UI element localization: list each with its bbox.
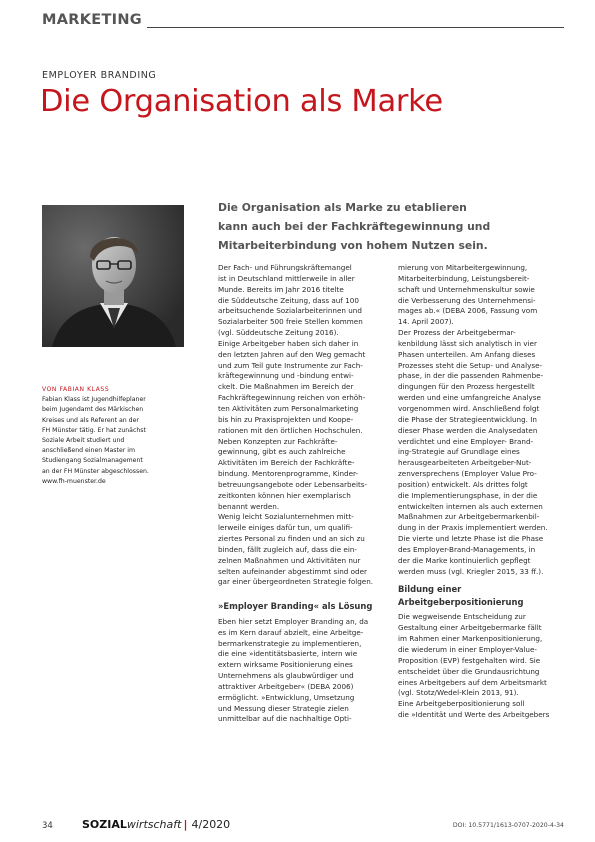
text-line: benannt werden. [218, 501, 280, 511]
text-line: die wiederum in einer Employer-Value- [398, 645, 537, 654]
text-line: position) entwickelt. Als drittes folgt [398, 479, 528, 489]
text-line: Fachkräftegewinnung reichen von erhöh- [218, 393, 366, 403]
text-line: zenversprechens (Employer Value Pro- [398, 469, 537, 479]
text-line: binden, fällt zugleich auf, dass die ein- [218, 544, 357, 554]
page-footer [42, 818, 564, 834]
lead-line: Mitarbeiterbindung von hohem Nutzen sein. [218, 239, 488, 252]
text-line: ziertes Personal zu finden und an sich zu [218, 534, 365, 544]
subheading-line: Arbeitgeberpositionierung [398, 596, 524, 607]
text-line: ing-Strategie auf Grundlage eines [398, 447, 520, 457]
text-line: bindung. Mentorenprogramme, Kinder- [218, 469, 359, 479]
text-line: verdichtet und eine Employer- Brand- [398, 436, 534, 446]
text-line: Eben hier setzt Employer Branding an, da [218, 616, 369, 626]
author-bio-line: Kreises und als Referent an der [42, 416, 139, 424]
paragraph [398, 612, 566, 699]
author-bio-line: Fabian Klass ist Jugendhilfeplaner [42, 396, 146, 404]
issue-number: 4/2020 [191, 818, 231, 831]
text-line: Der Fach- und Führungskräftemangel [218, 263, 352, 272]
paragraph [218, 512, 386, 588]
doi: DOI: 10.5771/1613-0707-2020-4-34 [452, 822, 564, 829]
text-line: Sozialarbeiter 500 freie Stellen kommen [218, 317, 363, 327]
author-bio-line: Studiengang Sozialmanagement [42, 457, 143, 465]
text-line: mierung von Mitarbeitergewinnung, [398, 263, 528, 272]
text-line: ermöglicht. »Entwicklung, Umsetzung [218, 692, 355, 702]
text-line: entwickelten internen als auch externen [398, 501, 543, 511]
section-title: MARKETING [42, 12, 142, 28]
page-number: 34 [42, 821, 53, 831]
text-line: dieser Phase werden die Analysedaten [398, 425, 538, 435]
subheading-line: Bildung einer [398, 584, 462, 595]
text-line: kenbildung lässt sich analytisch in vier [398, 338, 537, 348]
text-line: und Messung dieser Strategie zielen [218, 703, 349, 713]
author-bio-line: an der FH Münster abgeschlossen. [42, 467, 149, 475]
text-line: Der Prozess der Arbeitgebermar- [398, 328, 516, 338]
text-line: zelnen Maßnahmen und Aktivitäten nur [218, 555, 361, 565]
text-line: werden muss (vgl. Kriegler 2015, 33 ff.). [398, 566, 544, 576]
text-line: werden und eine umfangreiche Analyse [398, 393, 541, 403]
text-line: schaft und Unternehmenskultur sowie [398, 284, 535, 294]
text-line: Phasen unterteilen. Am Anfang dieses [398, 349, 536, 359]
text-line: im Rahmen einer Markenpositionierung, [398, 634, 543, 644]
author-name: VON FABIAN KLASS [42, 386, 110, 393]
author-portrait [42, 205, 184, 347]
text-line: die Verbesserung des Unternehmensi- [398, 295, 536, 305]
issue-separator: | [183, 818, 188, 831]
text-line: es im Kern darauf abzielt, eine Arbeitge- [218, 627, 364, 637]
author-website-link[interactable]: www.fh-muenster.de [42, 477, 106, 485]
section-header [42, 10, 564, 32]
paragraph [218, 437, 386, 513]
text-line: gar einer übergeordneten Strategie folgen. [218, 577, 374, 587]
text-line: (vgl. Stotz/Wedel-Klein 2013, 91). [398, 688, 519, 698]
paragraph [398, 328, 566, 577]
text-line: arbeitsuchende Sozialarbeiterinnen und [218, 306, 362, 316]
text-line: unmittelbar auf die nachhaltige Opti- [218, 714, 352, 724]
paragraph [218, 617, 386, 725]
text-line: Die wegweisende Entscheidung zur [398, 612, 526, 622]
text-line: Prozesses steht die Setup- und Analyse- [398, 360, 543, 370]
magazine-name [82, 818, 230, 831]
text-line: Wenig leicht Sozialunternehmen mitt- [218, 512, 354, 522]
text-line: Mitarbeiterbindung, Leistungsbereit- [398, 273, 530, 283]
text-line: den letzten Jahren auf den Weg gemacht [218, 349, 366, 359]
text-line: kräftegewinnung und -bindung entwi- [218, 371, 354, 381]
text-line: Eine Arbeitgeberpositionierung soll [398, 699, 525, 709]
text-line: vorgenommen wird. Anschließend folgt [398, 403, 540, 413]
paragraph [398, 699, 566, 721]
text-line: Neben Konzepten zur Fachkräfte- [218, 436, 338, 446]
text-line: gewinnung, gibt es auch zahlreiche [218, 447, 346, 457]
body-column-1 [218, 263, 386, 725]
text-line: Einige Arbeitgeber haben sich daher in [218, 338, 359, 348]
text-line: die Phase der Strategieentwicklung. In [398, 414, 537, 424]
text-line: herausgearbeiteten Arbeitgeber-Nut- [398, 458, 532, 468]
text-line: Aktivitäten im Bereich der Fachkräfte- [218, 458, 355, 468]
paragraph [218, 263, 386, 339]
text-line: dingungen für den Prozess hergestellt [398, 382, 535, 392]
text-line: rationen mit den örtlichen Hochschulen. [218, 425, 363, 435]
paragraph [218, 339, 386, 437]
text-line: bis hin zu Praxisprojekten und Koope- [218, 414, 354, 424]
text-line: lerweile einiges dafür tun, um qualifi- [218, 523, 353, 533]
text-line: die eine »identitätsbasierte, intern wie [218, 649, 358, 659]
text-line: der die Marke kontinuierlich gepflegt [398, 555, 531, 565]
author-bio-line: FH Münster tätig. Er hat zunächst [42, 426, 146, 434]
text-line: ten Aktivitäten zum Personalmarketing [218, 403, 359, 413]
text-line: die Implementierungsphase, in der die [398, 490, 538, 500]
text-line: Unternehmens als glaubwürdiger und [218, 671, 354, 681]
subheading-arbeitgeberpositionierung [398, 583, 566, 608]
text-line: attraktiver Arbeitgeber« (DEBA 2006) [218, 681, 354, 691]
text-line: ist in Deutschland mittlerweile in aller [218, 273, 355, 283]
text-line: Maßnahmen zur Arbeitgebermarkenbil- [398, 512, 540, 522]
subheading-employer-branding: »Employer Branding« als Lösung [218, 601, 373, 612]
text-line: selten aufeinander abgestimmt sind oder [218, 566, 367, 576]
text-line: des Employer-Brand-Managements, in [398, 544, 536, 554]
text-line: die Süddeutsche Zeitung, dass auf 100 [218, 295, 359, 305]
text-line: 14. April 2007). [398, 317, 454, 327]
text-line: ckelt. Die Maßnahmen im Bereich der [218, 382, 354, 392]
article-kicker: EMPLOYER BRANDING [42, 70, 157, 81]
text-line: Munde. Bereits im Jahr 2016 titelte [218, 284, 344, 294]
lead-line: kann auch bei der Fachkräftegewinnung und [218, 220, 491, 233]
magazine-name-bold: SOZIAL [82, 818, 127, 831]
text-line: mages ab.« (DEBA 2006, Fassung vom [398, 306, 538, 316]
text-line: eines Arbeitgebers auf dem Arbeitsmarkt [398, 677, 547, 687]
lead-line: Die Organisation als Marke zu etablieren [218, 201, 467, 214]
text-line: zeitkonten können hier exemplarisch [218, 490, 351, 500]
text-line: entscheidet über die Grundausrichtung [398, 666, 540, 676]
text-line: dung in der Praxis implementiert werden. [398, 523, 548, 533]
author-bio-line: anschließend einen Master im [42, 447, 136, 455]
text-line: (vgl. Süddeutsche Zeitung 2016). [218, 328, 339, 338]
paragraph [398, 263, 566, 328]
text-line: phase, in der die passenden Rahmenbe- [398, 371, 544, 381]
text-line: Proposition (EVP) festgehalten wird. Sie [398, 655, 541, 665]
body-column-2 [398, 263, 566, 721]
magazine-name-italic: wirtschaft [126, 818, 182, 831]
text-line: die »Identität und Werte des Arbeitgebers [398, 710, 550, 720]
author-bio-line: Soziale Arbeit studiert und [42, 437, 125, 445]
section-rule [147, 27, 564, 28]
text-line: Gestaltung einer Arbeitgebermarke fällt [398, 623, 542, 633]
author-bio-line: beim Jugendamt des Märkischen [42, 406, 144, 414]
author-bio-text [42, 395, 172, 487]
author-bio [42, 385, 172, 487]
text-line: betreuungsangebote oder Lebensarbeits- [218, 479, 368, 489]
author-photo-image [42, 205, 184, 347]
text-line: bermarkenstrategie zu implementieren, [218, 638, 362, 648]
article-lead [218, 198, 568, 255]
text-line: und zum Teil gute Instrumente zur Fach- [218, 360, 363, 370]
text-line: Die vierte und letzte Phase ist die Phase [398, 534, 544, 544]
article-headline: Die Organisation als Marke [40, 84, 443, 119]
text-line: extern wirksame Positionierung eines [218, 660, 353, 670]
